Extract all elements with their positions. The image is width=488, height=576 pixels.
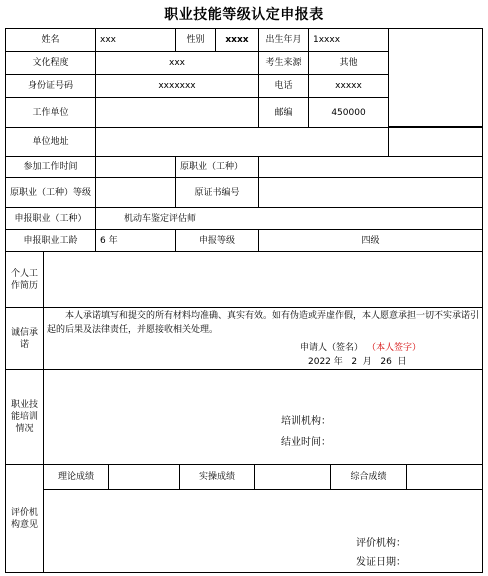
postcode-label: 邮编	[258, 97, 309, 128]
training-box	[43, 369, 483, 465]
gender-label: 性别	[175, 28, 216, 52]
id-number-label: 身份证号码	[5, 74, 96, 98]
resume-label: 个人工作简历	[5, 251, 44, 308]
phone-value[interactable]: xxxxx	[308, 74, 389, 98]
apply-years-label: 申报职业工龄	[5, 229, 96, 252]
education-label: 文化程度	[5, 51, 96, 75]
overall-score-value[interactable]	[406, 464, 483, 490]
address-extra-cell	[388, 127, 483, 157]
name-label: 姓名	[5, 28, 96, 52]
promise-text: 本人承诺填写和提交的所有材料均准确、真实有效。如有伪造或弄虚作假，本人愿意承担一切不实承诺引起的后果及法律责任，并愿接收相关处理。	[47, 311, 480, 335]
education-value[interactable]: xxx	[95, 51, 259, 75]
birth-label: 出生年月	[258, 28, 309, 52]
id-number-value[interactable]: xxxxxxx	[95, 74, 259, 98]
evaluation-org-label: 评价机构：	[356, 538, 406, 549]
former-cert-label: 原证书编号	[175, 177, 259, 208]
apply-job-label: 申报职业（工种）	[5, 207, 96, 230]
unit-address-label: 单位地址	[5, 127, 96, 157]
training-org-label: 培训机构：	[281, 416, 331, 427]
issue-date-label: 发证日期：	[356, 557, 406, 568]
work-unit-value[interactable]	[95, 97, 259, 128]
practical-score-value[interactable]	[254, 464, 331, 490]
form-title: 职业技能等级认定申报表	[164, 7, 324, 23]
former-level-value[interactable]	[95, 177, 176, 208]
resume-value[interactable]	[43, 251, 483, 308]
birth-value[interactable]: 1xxxx	[308, 28, 389, 52]
exam-source-value[interactable]: 其他	[308, 51, 389, 75]
photo-box	[388, 28, 483, 127]
gender-value[interactable]: xxxx	[215, 28, 259, 52]
apply-job-value[interactable]: 机动车鉴定评估师	[95, 207, 483, 230]
name-value[interactable]: xxx	[95, 28, 176, 52]
promise-date: 2022 年 2 月 26 日	[308, 357, 407, 367]
overall-score-label: 综合成绩	[330, 464, 407, 490]
unit-address-value[interactable]	[95, 127, 389, 157]
former-job-value[interactable]	[258, 156, 483, 178]
work-start-value[interactable]	[95, 156, 176, 178]
training-label: 职业技能培训情况	[5, 369, 44, 465]
practical-score-label: 实操成绩	[179, 464, 255, 490]
postcode-value[interactable]: 450000	[308, 97, 389, 128]
integrity-label: 诚信承诺	[5, 307, 44, 370]
exam-source-label: 考生来源	[258, 51, 309, 75]
former-level-label: 原职业（工种）等级	[5, 177, 96, 208]
work-start-label: 参加工作时间	[5, 156, 96, 178]
applicant-signature[interactable]: （本人签字）	[367, 343, 422, 353]
theory-score-label: 理论成绩	[43, 464, 109, 490]
training-end-label: 结业时间：	[281, 437, 331, 448]
former-cert-value[interactable]	[258, 177, 483, 208]
applicant-label: 申请人（签名）	[300, 343, 364, 353]
theory-score-value[interactable]	[108, 464, 180, 490]
evaluation-label: 评价机构意见	[5, 464, 44, 573]
phone-label: 电话	[258, 74, 309, 98]
apply-level-label: 申报等级	[175, 229, 259, 252]
work-unit-label: 工作单位	[5, 97, 96, 128]
apply-level-value[interactable]: 四级	[258, 229, 483, 252]
apply-years-value[interactable]: 6 年	[95, 229, 176, 252]
former-job-label: 原职业（工种）	[175, 156, 259, 178]
